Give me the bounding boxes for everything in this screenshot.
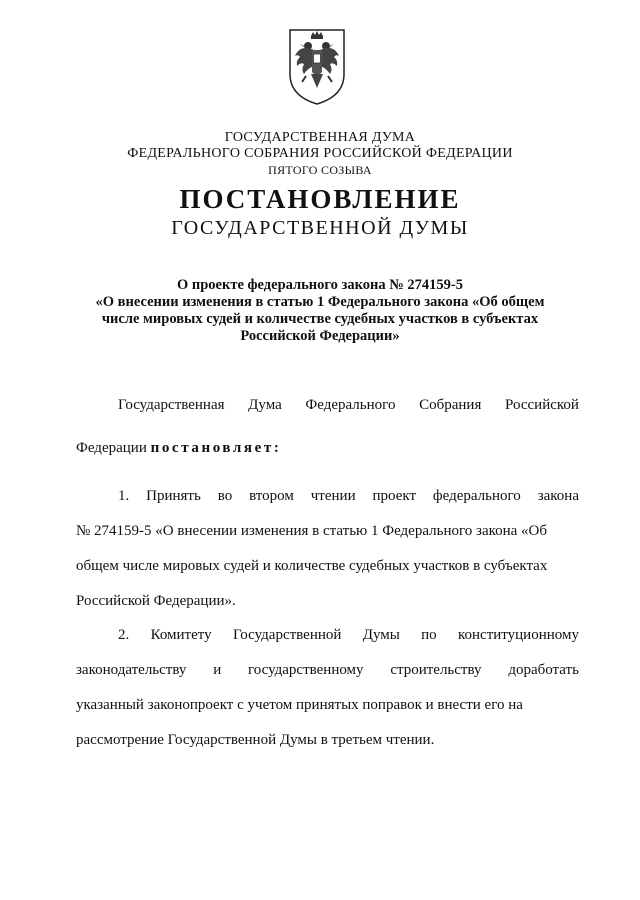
organization-line-1: ГОСУДАРСТВЕННАЯ ДУМА [224,130,416,145]
item1-word: Принять [146,488,201,504]
item2-line-2 [76,660,579,680]
resolution-subject [60,277,580,345]
item2-word: Комитету [150,627,212,643]
item2-line-3: указанный законопроект с учетом принятых поправок и внести его на [76,697,523,713]
preamble-word: Собрания [419,397,482,413]
decree-word: постановляет: [150,440,282,456]
preamble-word: Дума [248,397,282,413]
preamble-line-2 [76,438,281,458]
item1-line-3: общем числе мировых судей и количестве судебных участков в субъектах [76,558,548,574]
preamble-word: Федерального [305,397,396,413]
item1-word: закона [537,488,579,504]
item2-word: конституционному [458,627,579,643]
item1-word: проект [372,488,417,504]
item1-line-4: Российской Федерации». [76,593,236,609]
subject-line: Российской Федерации» [240,328,400,344]
item2-word: по [421,627,437,643]
item2-word: и [213,662,222,678]
item2-word: 2. [118,627,130,643]
preamble-line-1 [118,395,579,415]
item2-word: Государственной [232,627,342,643]
preamble-word: Российской [505,397,579,413]
item1-word: во [217,488,233,504]
item1-line-2: № 274159-5 «О внесении изменения в статью 1 Федерального закона «Об [76,523,548,539]
item1-word: втором [249,488,294,504]
item1-word: 1. [118,488,130,504]
item2-word: государственному [247,662,364,678]
convocation: ПЯТОГО СОЗЫВА [268,163,372,177]
item2-word: доработать [508,662,579,678]
item1-word: федерального [432,488,521,504]
russian-coat-of-arms-icon [284,26,350,106]
preamble-word: Государственная [118,397,225,413]
item1-line-1 [118,486,579,506]
subject-line: числе мировых судей и количестве судебных участков в субъектах [101,311,539,327]
preamble-line2-prefix: Федерации [76,440,147,456]
document-type-title: ПОСТАНОВЛЕНИЕ [179,184,461,214]
subject-line: О проекте федерального закона № 274159-5 [176,277,464,293]
item2-line-1 [118,625,579,645]
item2-line-4: рассмотрение Государственной Думы в третьем чтении. [76,732,435,748]
issuer-title: ГОСУДАРСТВЕННОЙ ДУМЫ [171,217,469,239]
subject-line: «О внесении изменения в статью 1 Федерального закона «Об общем [95,294,545,310]
item1-word: чтении [310,488,356,504]
item2-word: Думы [362,627,400,643]
organization-line-2: ФЕДЕРАЛЬНОГО СОБРАНИЯ РОССИЙСКОЙ ФЕДЕРАЦИИ [127,146,513,161]
item2-word: строительству [390,662,482,678]
item2-word: законодательству [76,662,187,678]
